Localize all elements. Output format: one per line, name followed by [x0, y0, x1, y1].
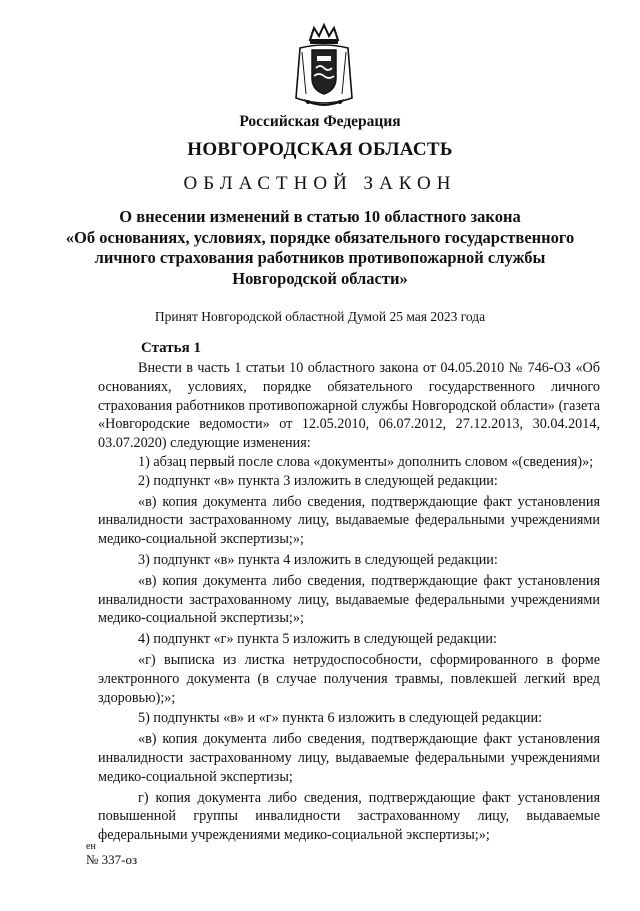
article-paragraph: «в) копия документа либо сведения, подтверждающие факт установления инвалидности застрахованному лицу, выдаваемые федеральными учреждениями медико-социальной экспертизы; — [98, 731, 600, 785]
adoption-note: Принят Новгородской областной Думой 25 мая 2023 года — [154, 309, 486, 324]
federation-label: Российская Федерация — [239, 113, 401, 130]
law-title-line: «Об основаниях, условиях, порядке обязательного государственного — [65, 227, 575, 247]
article-paragraph: 3) подпункт «в» пункта 4 изложить в следующей редакции: — [138, 551, 498, 568]
article-heading: Статья 1 — [141, 340, 201, 356]
novgorod-coat-of-arms-icon — [292, 20, 356, 110]
article-paragraph: Внести в часть 1 статьи 10 областного закона от 04.05.2010 № 746-ОЗ «Об основаниях, условиях, порядке обязательного государственного личного страхования работников противопожарной службы Новгородской области» (газета «Новгородские ведомости» от 12.05.2010, 06.07.2012, 27.12.2013, 30.04.2014, 03.07.2020) следующие изменения: — [98, 360, 600, 452]
document-footer — [86, 841, 137, 866]
article-paragraph: 2) подпункт «в» пункта 3 изложить в следующей редакции: — [138, 472, 498, 489]
article-paragraph: «в) копия документа либо сведения, подтверждающие факт установления инвалидности застрахованному лицу, выдаваемые федеральными учреждениями медико-социальной экспертизы;»; — [98, 493, 600, 548]
law-title-line: Новгородской области» — [232, 268, 408, 288]
article-paragraph: 5) подпункты «в» и «г» пункта 6 изложить в следующей редакции: — [138, 710, 543, 727]
article-paragraph: «в) копия документа либо сведения, подтверждающие факт установления инвалидности застрахованному лицу, выдаваемые федеральными учреждениями медико-социальной экспертизы;»; — [98, 572, 600, 627]
article-paragraph: 1) абзац первый после слова «документы» дополнить словом «(сведения)»; — [138, 453, 594, 470]
executor-initials: ен — [86, 841, 96, 852]
article-paragraph: г) копия документа либо сведения, подтверждающие факт установления повышенной группы инвалидности застрахованному лицу, выдаваемые федеральными учреждениями медико-социальной экспертизы;»; — [98, 789, 600, 844]
article-paragraph: 4) подпункт «г» пункта 5 изложить в следующей редакции: — [138, 631, 497, 648]
law-type: ОБЛАСТНОЙ ЗАКОН — [183, 173, 457, 194]
law-title — [0, 207, 640, 289]
law-title-line: О внесении изменений в статью 10 областного закона — [119, 207, 521, 226]
article-paragraph: «г) выписка из листка нетрудоспособности, сформированного в форме электронного документа (в случае получения травмы, повлекшей легкий вред здоровью);»; — [98, 651, 600, 706]
region-name: НОВГОРОДСКАЯ ОБЛАСТЬ — [187, 139, 453, 160]
document-number: № 337-оз — [86, 852, 138, 867]
article-body — [98, 359, 600, 845]
law-title-line: личного страхования работников противопожарной службы — [94, 248, 546, 267]
